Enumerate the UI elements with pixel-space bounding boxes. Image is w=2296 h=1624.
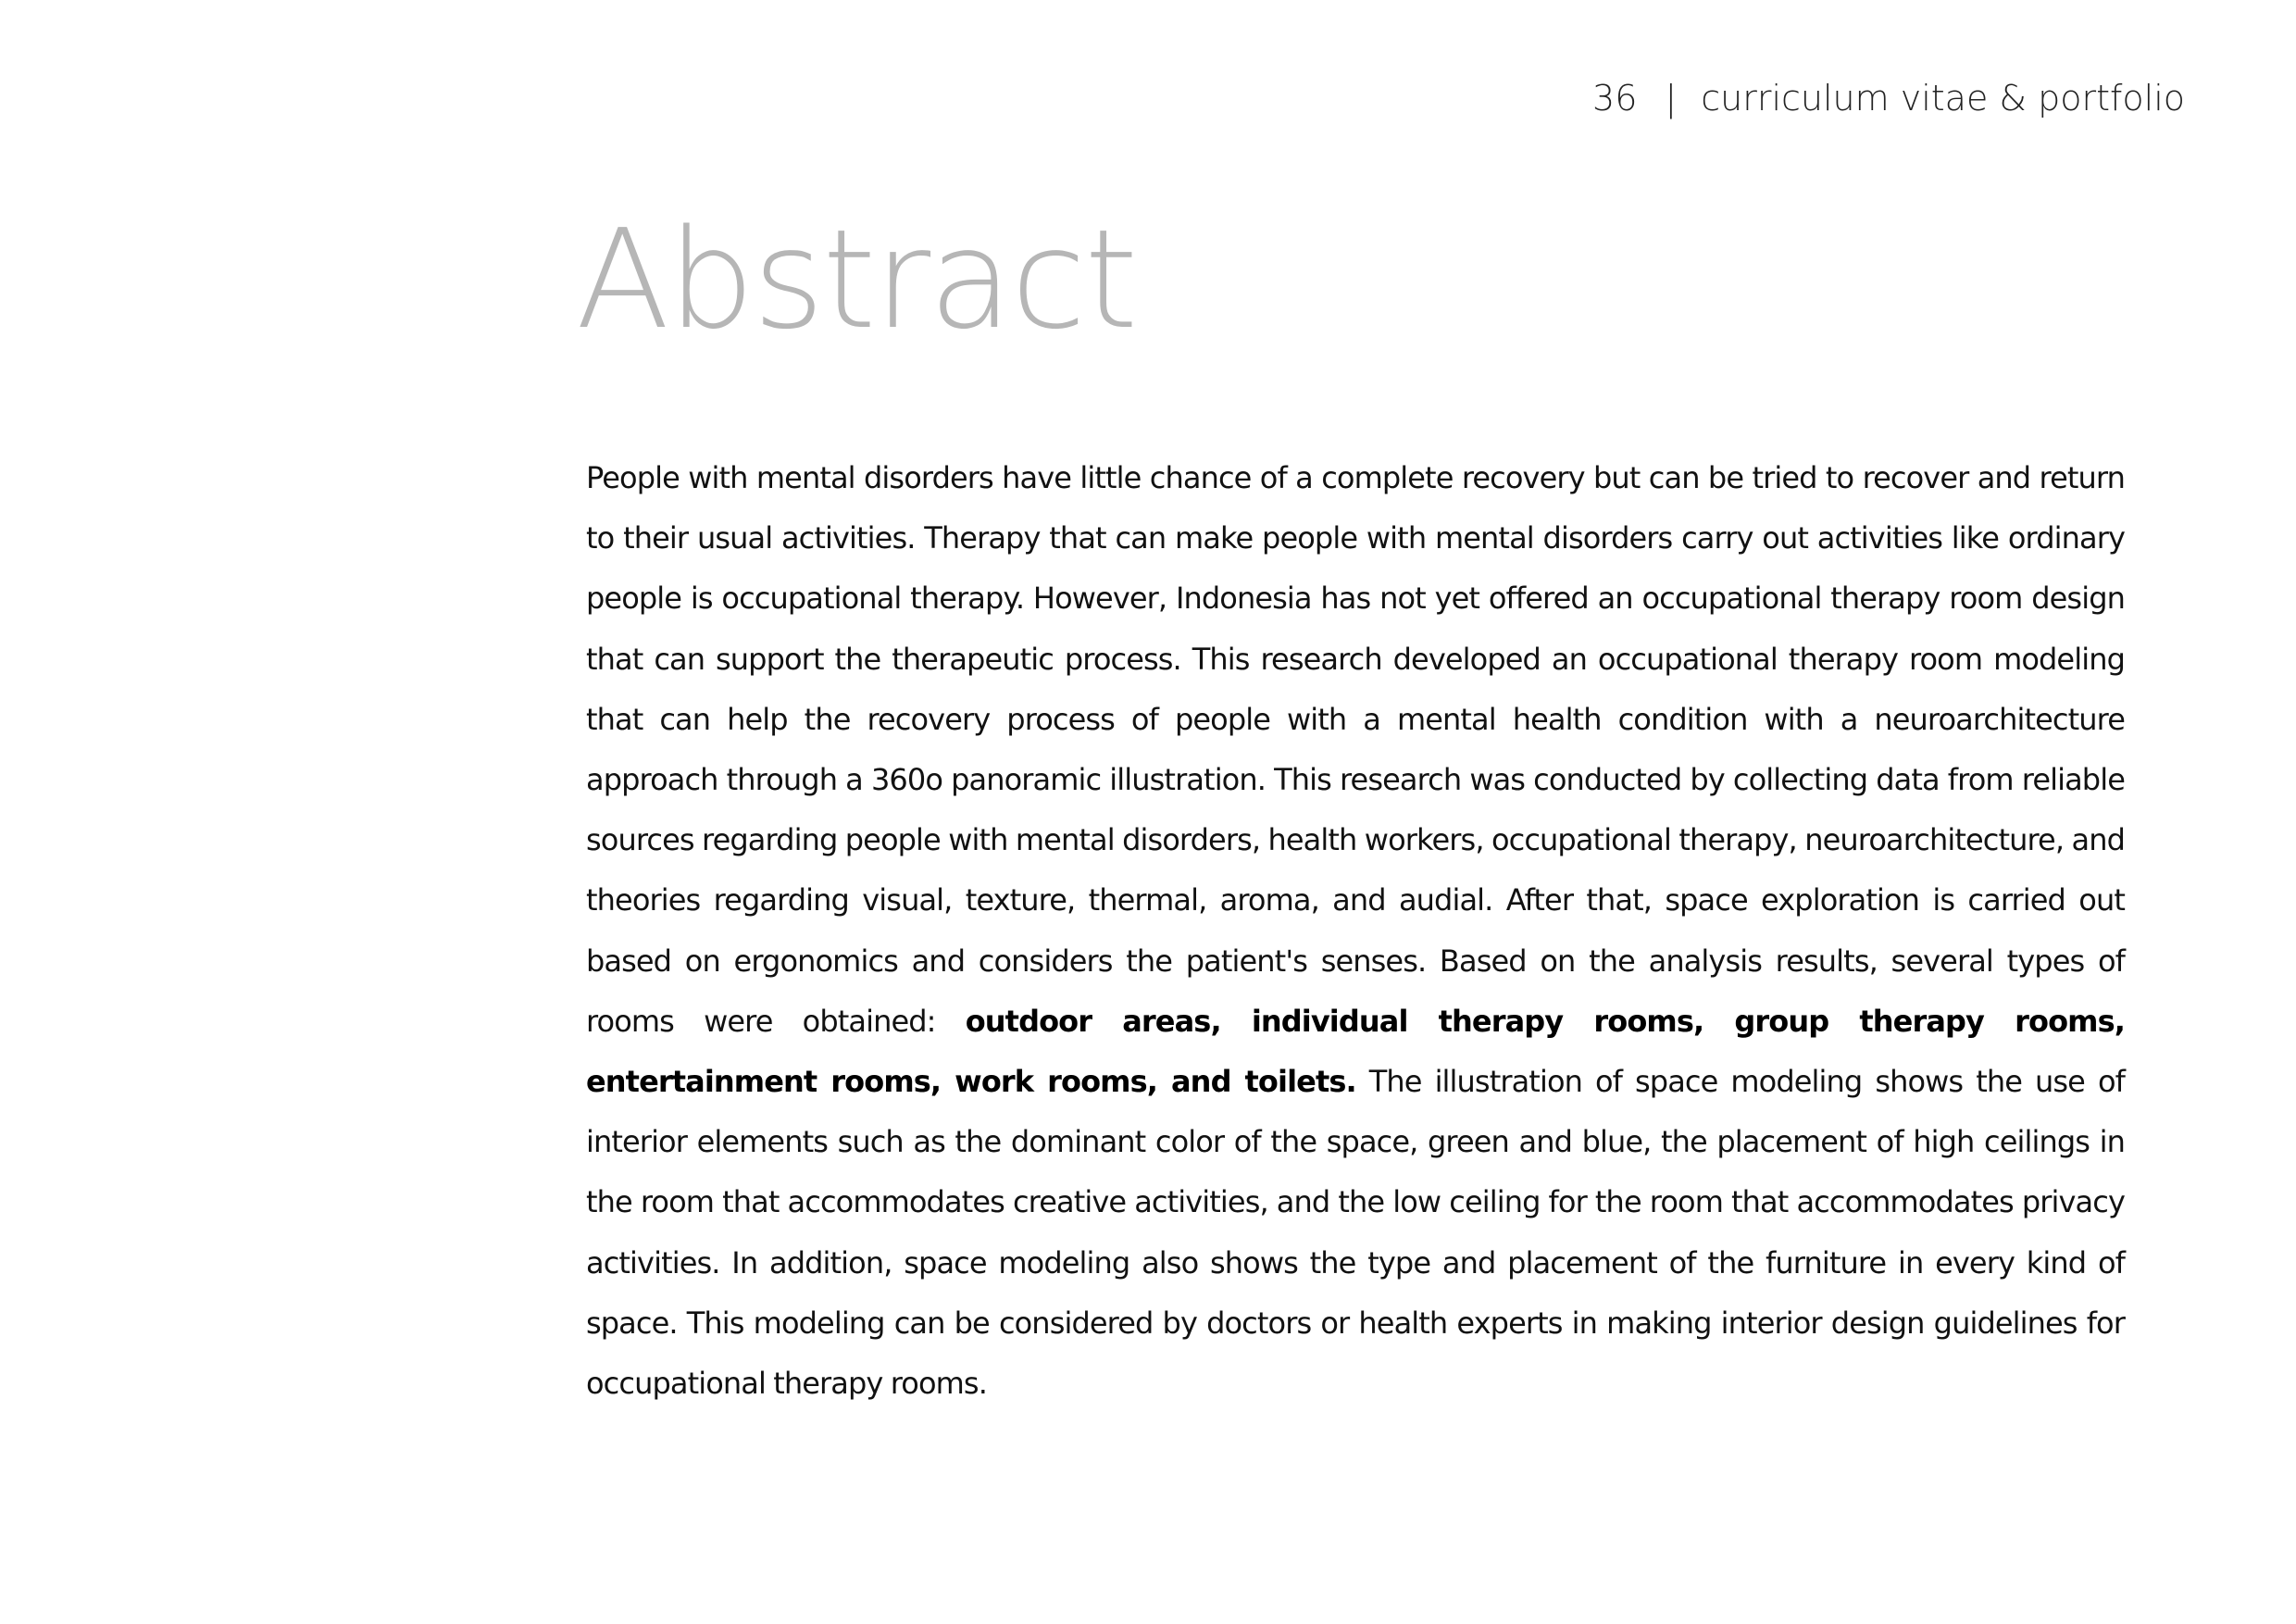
abstract-text-start: People with mental disorders have little chance of a complete recovery but can be tried to recover and return to their usual activities. Therapy that can make people with mental disorders carry out activities like ordinary people is occupational therapy. However, Indonesia has not yet offered an occupational therapy room design that can support the therapeutic process. This research developed an occupational therapy room modeling that can help the recovery process of people with a mental health condition with a neuroarchitecture approach through a 360o panoramic illustration. This research was conducted by collecting data from reliable sources regarding people with mental disorders, health workers, occupational therapy, neuroarchitecture, and theories regarding visual, texture, thermal, aroma, and audial. After that, space exploration is carried out based on ergonomics and considers the patient's senses. Based on the analysis results, several types of rooms were obtained:: [586, 460, 2125, 1039]
page-header: [1592, 78, 2185, 119]
page-title: Abstract: [576, 200, 1137, 359]
abstract-body: [586, 448, 2125, 1414]
running-title: curriculum vitae & portfolio: [1701, 78, 2185, 119]
header-separator: |: [1665, 78, 1678, 119]
abstract-text-end: The illustration of space modeling shows the use of interior elements such as the dominant color of the space, green and blue, the placement of high ceilings in the room that accommodates creative activities, and the low ceiling for the room that accommodates privacy activities. In addition, space modeling also shows the type and placement of the furniture in every kind of space. This modeling can be considered by doctors or health experts in making interior design guidelines for occupational therapy rooms.: [586, 1064, 2125, 1402]
page-number: 36: [1592, 78, 1638, 119]
abstract-room-types: outdoor areas, individual therapy rooms, group therapy rooms, entertainment rooms, work rooms, and toilets.: [586, 1003, 2125, 1100]
